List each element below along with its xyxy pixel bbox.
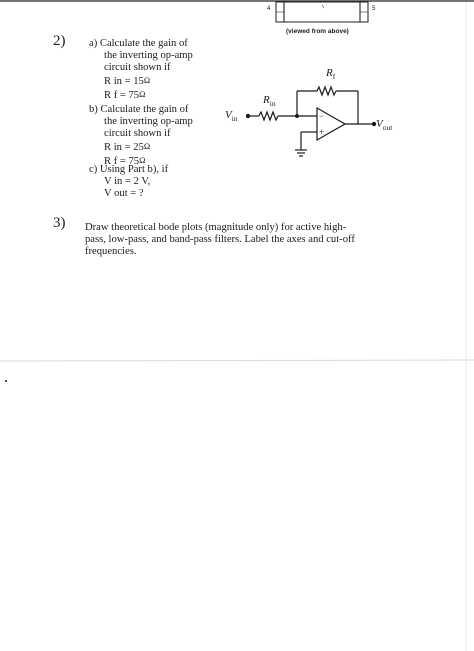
- vout-label-main: V: [376, 118, 383, 130]
- ohm-symbol: Ω: [139, 155, 146, 165]
- q3-line-3: frequencies.: [85, 246, 137, 257]
- rf-resistor: [317, 87, 336, 95]
- ohm-symbol: Ω: [139, 89, 146, 99]
- q3-line-2: pass, low-pass, and band-pass filters. Label the axes and cut-off: [85, 234, 355, 245]
- q2b-rin-value: R in = 25: [104, 142, 144, 153]
- rin-label-sub: in: [269, 99, 276, 109]
- q2b-rf-value: R f = 75: [104, 156, 140, 167]
- question-3-text: [85, 222, 355, 258]
- vin-terminal: [246, 114, 249, 117]
- pin-4-label: 4: [267, 6, 271, 12]
- rin-label-main: R: [263, 94, 270, 106]
- question-2a: [89, 38, 193, 102]
- inverting-opamp-circuit: [215, 64, 415, 164]
- figure-caption: (viewed from above): [286, 28, 349, 35]
- vout-label-sub: out: [382, 123, 393, 133]
- vin-label: [225, 109, 238, 123]
- q2a-rin: [104, 74, 193, 88]
- opamp-minus-sign: −: [319, 111, 325, 121]
- ohm-symbol: Ω: [143, 141, 151, 151]
- vin-label-main: V: [225, 109, 232, 121]
- rin-label: [263, 94, 276, 108]
- q2b-line-3: circuit shown if: [104, 128, 171, 139]
- q2a-rin-value: R in = 15: [104, 76, 144, 87]
- rf-label-main: R: [326, 67, 333, 79]
- vout-label: [376, 118, 392, 132]
- q2a-line-2: the inverting op-amp: [104, 50, 193, 61]
- q2b-rin: [104, 140, 193, 154]
- q2a-line-3: circuit shown if: [104, 62, 171, 73]
- q2c-line-1: c) Using Part b), if: [89, 164, 169, 175]
- rf-label-sub: f: [332, 72, 336, 82]
- q2b-line-2: the inverting op-amp: [104, 116, 193, 127]
- question-2c: [89, 164, 168, 200]
- q2b-line-1: b) Calculate the gain of: [89, 104, 189, 115]
- q2c-line-3: V out = ?: [104, 188, 144, 199]
- rin-resistor: [259, 112, 278, 120]
- rf-label: [326, 67, 335, 81]
- q2a-rf-value: R f = 75: [104, 90, 140, 101]
- q2a-rf: [104, 88, 193, 102]
- vin-label-sub: in: [231, 114, 238, 124]
- opamp-plus-sign: +: [319, 127, 325, 137]
- question-2b: [89, 104, 193, 168]
- pin-5-label: 5: [372, 6, 376, 12]
- q3-line-1: Draw theoretical bode plots (magnitude only) for active high-: [85, 222, 347, 233]
- question-3-number: 3): [53, 215, 66, 231]
- ohm-symbol: Ω: [143, 75, 151, 85]
- q2c-line-2: V in = 2 V,: [104, 176, 151, 187]
- question-2-number: 2): [53, 33, 66, 49]
- q2a-line-1: a) Calculate the gain of: [89, 38, 188, 49]
